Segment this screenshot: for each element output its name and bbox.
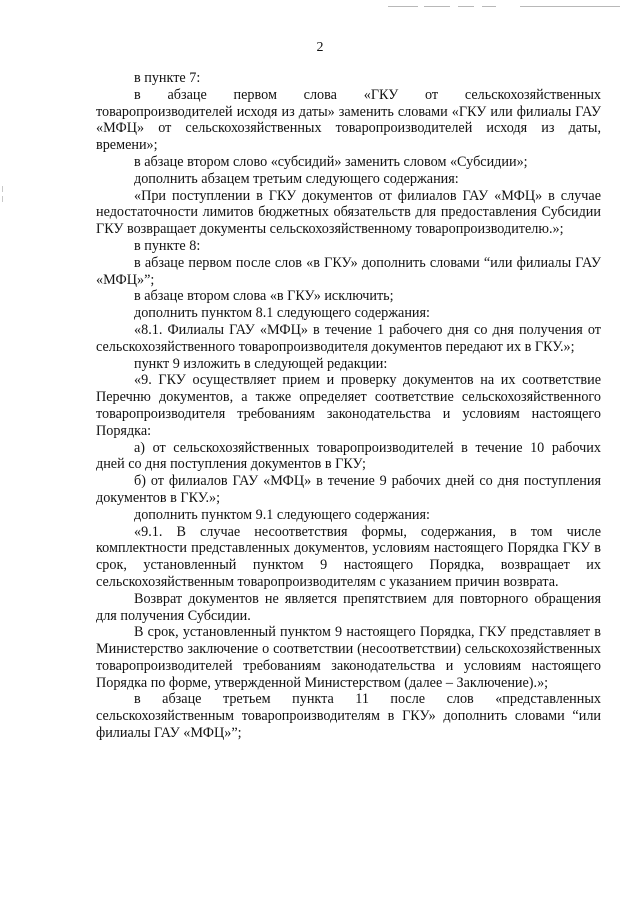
paragraph: а) от сельскохозяйственных товаропроизводителей в течение 10 рабочих дней со дня поступления документов в ГКУ; (96, 439, 601, 473)
scan-edge-mark (2, 196, 3, 202)
paragraph: «9. ГКУ осуществляет прием и проверку документов на их соответствие Перечню документов, а также определяет соответствие сельскохозяйственного товаропроизводителя требованиям законодательства и условиям настоящего Порядка: (96, 372, 601, 439)
scan-mark (482, 6, 496, 7)
paragraph: пункт 9 изложить в следующей редакции: (134, 355, 388, 372)
document-body (96, 70, 601, 742)
paragraph: Возврат документов не является препятствием для повторного обращения для получения Субсидии. (96, 590, 601, 624)
paragraph: «9.1. В случае несоответствия формы, содержания, в том числе комплектности представленных документов, условиям настоящего Порядка ГКУ в срок, установленный пунктом 9 настоящего Порядка, возвращает их сельскохозяйственным товаропроизводителям с указанием причин возврата. (96, 523, 601, 590)
paragraph: в абзаце втором слово «субсидий» заменить словом «Субсидии»; (134, 153, 528, 170)
paragraph: в абзаце первом после слов «в ГКУ» дополнить словами “или филиалы ГАУ «МФЦ»”; (96, 254, 601, 288)
paragraph: «8.1. Филиалы ГАУ «МФЦ» в течение 1 рабочего дня со дня получения от сельскохозяйственного товаропроизводителя документов передают их в ГКУ.»; (96, 321, 601, 355)
paragraph: в пункте 8: (134, 237, 201, 254)
scan-mark (388, 6, 418, 7)
page-number: 2 (316, 40, 324, 55)
paragraph: в пункте 7: (134, 70, 201, 86)
scan-edge-mark (2, 186, 3, 192)
paragraph: дополнить пунктом 8.1 следующего содержания: (134, 305, 430, 322)
paragraph: В срок, установленный пунктом 9 настоящего Порядка, ГКУ представляет в Министерство заключение о соответствии (несоответствии) сельскохозяйственных товаропроизводителей требованиям законодательства и условиям настоящего Порядка по форме, утвержденной Министерством (далее – Заключение).»; (96, 624, 601, 691)
paragraph: в абзаце втором слова «в ГКУ» исключить; (134, 288, 394, 305)
paragraph: «При поступлении в ГКУ документов от филиалов ГАУ «МФЦ» в случае недостаточности лимитов бюджетных обязательств для предоставления Субсидии ГКУ возвращает документы сельскохозяйственному товаропроизводителю.»; (96, 187, 601, 238)
paragraph: дополнить пунктом 9.1 следующего содержания: (134, 506, 430, 523)
paragraph: б) от филиалов ГАУ «МФЦ» в течение 9 рабочих дней со дня поступления документов в ГКУ.»; (96, 473, 601, 506)
scan-mark (520, 6, 620, 7)
scan-mark (424, 6, 450, 7)
paragraph: дополнить абзацем третьим следующего содержания: (134, 170, 459, 187)
paragraph: в абзаце третьем пункта 11 после слов «представленных сельскохозяйственным товаропроизводителям в ГКУ» дополнить словами “или филиалы ГАУ «МФЦ»”; (96, 691, 601, 742)
scan-mark (458, 6, 474, 7)
paragraph: в абзаце первом слова «ГКУ от сельскохозяйственных товаропроизводителей исходя из даты» заменить словами «ГКУ или филиалы ГАУ «МФЦ» от сельскохозяйственных товаропроизводителей исходя из даты, времени»; (96, 86, 601, 154)
